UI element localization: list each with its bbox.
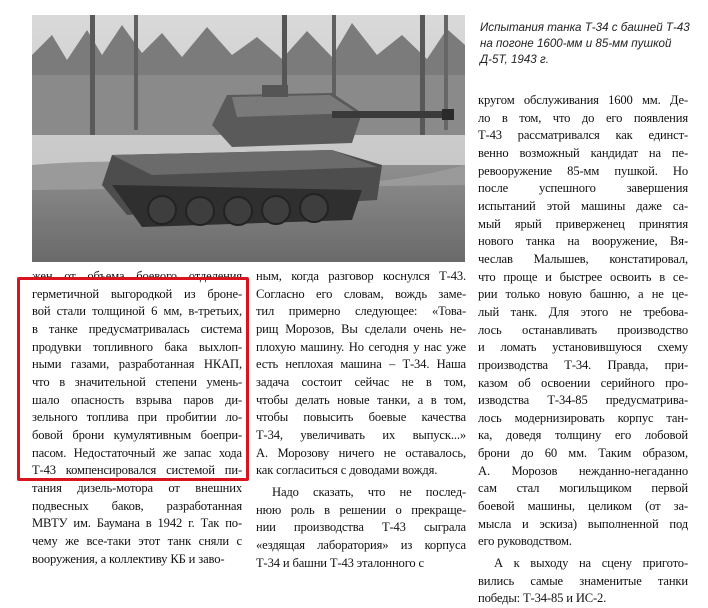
text-line: Т-43 компенсировался системой пи- (32, 463, 242, 478)
tank-photo (32, 15, 465, 262)
text-line: рищ Морозов, Вы сделали очень не- (256, 321, 466, 336)
text-line: испытаний этой машины даже са- (478, 198, 688, 213)
text-column-2 (256, 268, 466, 572)
text-line: лось останавливать производство (478, 322, 688, 337)
text-line: после успешного завершения (478, 181, 688, 196)
text-line: МВТУ им. Баумана в 1942 г. Так по- (32, 516, 242, 531)
text-column-3 (478, 92, 688, 608)
text-line: жен от объема боевого отделения (32, 269, 242, 283)
text-line: А. Морозову ничего не оставалось, (256, 445, 466, 460)
text-line: вились самые знаменитые танки (478, 573, 688, 588)
text-line: А. Морозов нежданно-негаданно (478, 463, 688, 478)
text-line: бовой брони кумулятивным боепри- (32, 427, 242, 442)
text-line: кругом обслуживания 1600 мм. Де- (478, 93, 688, 107)
text-line: нюю роль в решении о прекраще- (256, 502, 466, 517)
text-line: тания дизель-мотора от внешних (32, 480, 242, 495)
text-line: чтобы повысить боевые качества (256, 410, 466, 425)
text-line: лый танк. Для этого не требова- (478, 304, 688, 319)
text-line: чеслав Малышев, констатировал, (478, 251, 688, 266)
text-line: изводства Т-34-85 предусматрива- (478, 393, 688, 408)
text-line: и ломать установившуюся схему (478, 340, 688, 355)
text-line: нии производства Т-43 сыграла (256, 520, 466, 535)
text-line: пасом. Недостаточный же запас хода (32, 445, 242, 460)
text-line: лось модернизировать корпус тан- (478, 410, 688, 425)
text-line: Согласно его словам, вождь заме- (256, 286, 466, 301)
text-line: ло в том, что до его появления (478, 110, 688, 125)
photo-caption: Испытания танка Т-34 с башней Т-43 на погоне 1600-мм и 85-мм пушкой Д-5Т, 1943 г. (480, 21, 690, 66)
text-line: А к выходу на сцену пригото- (494, 556, 688, 571)
text-line: есть неплохая машина – Т-34. Наша (256, 357, 466, 372)
text-line: шало опасность взрыва паров ди- (32, 392, 242, 407)
text-line: венно возможный кандидат на пе- (478, 145, 688, 160)
text-line: Т-34 и башни Т-43 эталонного с (256, 555, 424, 570)
text-line: зельного топлива при пробитии ло- (32, 410, 242, 425)
text-line: вооружения, а коллективу КБ и заво- (32, 551, 225, 566)
text-line: подвесных баков, разработанная (32, 498, 242, 513)
text-line: задача состоит сейчас не в том, (256, 374, 466, 389)
text-line: сам стал могильщиком первой (478, 481, 688, 496)
text-line: плохую машину. Но сегодня у нас уже (256, 339, 466, 354)
tank-photo-graphic (32, 15, 465, 262)
text-line: Т-43 рассматривался как единст- (478, 128, 688, 143)
text-line: ревооружение 85-мм пушкой. Но (478, 163, 688, 178)
text-line: брони до 60 мм. Таким образом, (478, 446, 688, 461)
text-line: что в значительной степени умень- (32, 374, 242, 389)
text-line: мый ярый приверженец принятия (478, 216, 688, 231)
text-line: ка, доведя толщину его лобовой (478, 428, 688, 443)
text-line: ным, когда разговор коснулся Т-43. (256, 269, 466, 283)
text-line: что проще и быстрее освоить в се- (478, 269, 688, 284)
text-line: производства Т-34. Правда, при- (478, 357, 688, 372)
text-line: победы: Т-34-85 и ИС-2. (478, 591, 607, 606)
text-line: казом об освоении серийного про- (478, 375, 688, 390)
text-line: герметичной выгородкой из броне- (32, 286, 242, 301)
text-line: Т-34, увеличивать их выпуск...» (256, 427, 466, 442)
text-line: «ездящая лаборатория» из корпуса (256, 537, 466, 552)
text-line: боевой машины, целиком (от за- (478, 499, 688, 514)
text-line: рии только новую башню, а не це- (478, 287, 688, 302)
text-line: как согласиться с доводами вождя. (256, 463, 438, 478)
text-line: чему же все-таки этот танк сняли с (32, 533, 242, 548)
text-line: нового танка на вооружение, Вя- (478, 234, 688, 249)
text-line: продувки топливного бака выхлоп- (32, 339, 242, 354)
text-column-1 (32, 268, 242, 568)
text-line: тил примерно следующее: «Това- (256, 304, 466, 319)
text-line: мысла и эскиза) выполненной под (478, 516, 688, 531)
text-line: Надо сказать, что не послед- (272, 484, 466, 499)
text-line: чтобы делать новые танки, а в том, (256, 392, 466, 407)
text-line: в танке предусматривалась система (32, 321, 242, 336)
text-line: ными газами, разработанная НКАП, (32, 357, 242, 372)
text-line: вой стали толщиной 6 мм, в-третьих, (32, 304, 242, 319)
text-line: его руководством. (478, 534, 572, 549)
